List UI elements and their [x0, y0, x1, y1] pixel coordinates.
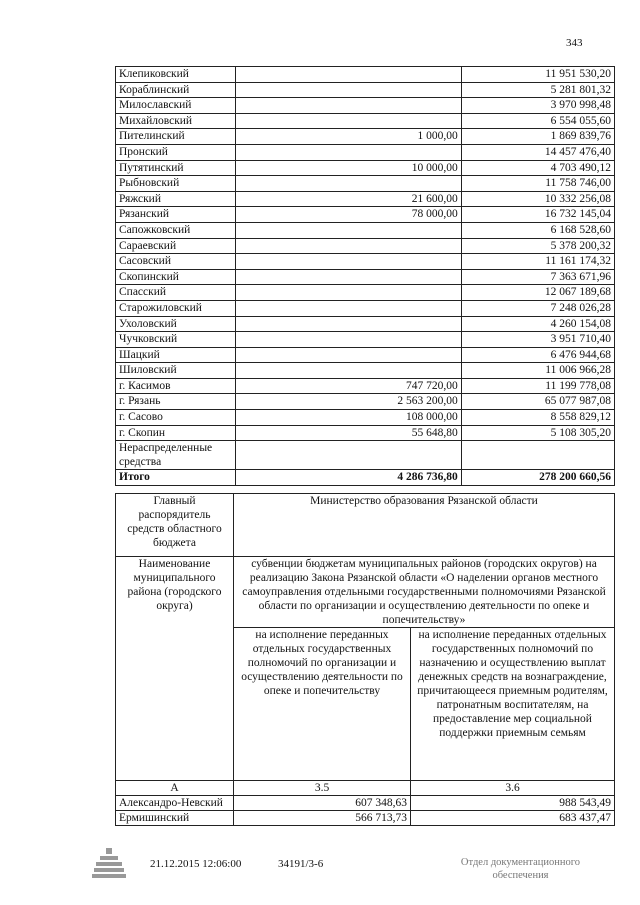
- row-value-a: 566 713,73: [234, 811, 411, 826]
- emblem-icon: [92, 846, 126, 880]
- row-value-b: 7 363 671,96: [461, 269, 614, 285]
- unallocated-value-b: [461, 441, 614, 470]
- row-name: Милославский: [116, 98, 236, 114]
- table-row: [116, 347, 615, 363]
- row-name: Сасовский: [116, 254, 236, 270]
- row-name: Сараевский: [116, 238, 236, 254]
- row-value-a: 21 600,00: [235, 191, 461, 207]
- row-value-a: [235, 238, 461, 254]
- row-value-a: [235, 254, 461, 270]
- row-value-a: [235, 300, 461, 316]
- row-value-b: 11 951 530,20: [461, 67, 614, 83]
- table-row: [116, 300, 615, 316]
- table-row: [116, 82, 615, 98]
- code-a: А: [116, 781, 234, 796]
- row-name: Пронский: [116, 144, 236, 160]
- row-name: Старожиловский: [116, 300, 236, 316]
- department-stamp: Отдел документационного обеспечения: [460, 857, 581, 881]
- row-name: Путятинский: [116, 160, 236, 176]
- table-row: [116, 113, 615, 129]
- name-label: Наименование муниципального района (городского округа): [116, 557, 234, 781]
- table-row: [116, 129, 615, 145]
- row-value-b: 6 168 528,60: [461, 222, 614, 238]
- row-name: Ермишинский: [116, 811, 234, 826]
- row-name: г. Рязань: [116, 394, 236, 410]
- row-name: Чучковский: [116, 332, 236, 348]
- unallocated-label: Нераспределенные средства: [116, 441, 236, 470]
- row-name: Кораблинский: [116, 82, 236, 98]
- row-value-a: 2 563 200,00: [235, 394, 461, 410]
- table-row: [116, 285, 615, 301]
- table-row: [116, 394, 615, 410]
- code-2: 3.6: [411, 781, 615, 796]
- row-value-b: 10 332 256,08: [461, 191, 614, 207]
- row-value-a: [235, 222, 461, 238]
- row-name: Шацкий: [116, 347, 236, 363]
- row-value-b: 11 199 778,08: [461, 378, 614, 394]
- row-value-b: 8 558 829,12: [461, 410, 614, 426]
- table-row: [116, 160, 615, 176]
- code-1: 3.5: [234, 781, 411, 796]
- row-name: Александро-Невский: [116, 796, 234, 811]
- total-value-b: 278 200 660,56: [461, 470, 614, 486]
- col1-header: на исполнение переданных отдельных государственных полномочий по организации и осуществлению деятельности по опеке и попечительству: [234, 628, 411, 781]
- row-value-b: 3 970 998,48: [461, 98, 614, 114]
- table-row: [116, 796, 615, 811]
- row-value-b: 6 554 055,60: [461, 113, 614, 129]
- total-label: Итого: [116, 470, 236, 486]
- table-row: [116, 269, 615, 285]
- subsidy-table: [115, 493, 615, 826]
- table-row: [116, 222, 615, 238]
- subsidy-header: субвенции бюджетам муниципальных районов (городских округов) на реализацию Закона Рязанской области «О наделении органов местного самоуправления отдельными государственными полномочиями Рязанской области по организации и осуществлению деятельности по опеке и попечительству»: [234, 557, 615, 628]
- row-value-b: 11 006 966,28: [461, 363, 614, 379]
- row-value-b: 3 951 710,40: [461, 332, 614, 348]
- row-name: Михайловский: [116, 113, 236, 129]
- table-row: [116, 238, 615, 254]
- row-name: Ухоловский: [116, 316, 236, 332]
- table-row: [116, 144, 615, 160]
- admin-value: Министерство образования Рязанской области: [234, 494, 615, 557]
- table-row: [116, 207, 615, 223]
- row-name: г. Сасово: [116, 410, 236, 426]
- row-value-b: 5 281 801,32: [461, 82, 614, 98]
- table-row: [116, 67, 615, 83]
- row-value-b: 5 378 200,32: [461, 238, 614, 254]
- row-name: Шиловский: [116, 363, 236, 379]
- row-value-a: [235, 269, 461, 285]
- row-value-a: 747 720,00: [235, 378, 461, 394]
- row-value-b: 7 248 026,28: [461, 300, 614, 316]
- allocation-table: [115, 66, 615, 486]
- row-value-b: 11 161 174,32: [461, 254, 614, 270]
- row-name: Клепиковский: [116, 67, 236, 83]
- row-value-a: [235, 82, 461, 98]
- row-value-a: 1 000,00: [235, 129, 461, 145]
- row-value-b: 65 077 987,08: [461, 394, 614, 410]
- table-row: [116, 425, 615, 441]
- footer-datetime: 21.12.2015 12:06:00: [150, 858, 242, 870]
- row-value-a: [235, 332, 461, 348]
- admin-label: Главный распорядитель средств областного бюджета: [116, 494, 234, 557]
- table-row: [116, 191, 615, 207]
- table-row: [116, 316, 615, 332]
- table-row: [116, 557, 615, 628]
- row-value-a: [235, 113, 461, 129]
- col2-header: на исполнение переданных отдельных государственных полномочий по назначению и осуществлению выплат денежных средств на вознаграждение, причитающееся приемным родителям, патронатным воспитателям, на предоставление мер социальной поддержки приемным семьям: [411, 628, 615, 781]
- row-value-b: 12 067 189,68: [461, 285, 614, 301]
- row-value-a: 108 000,00: [235, 410, 461, 426]
- row-value-a: [235, 347, 461, 363]
- table-row: [116, 781, 615, 796]
- row-name: г. Касимов: [116, 378, 236, 394]
- table-row: [116, 98, 615, 114]
- row-value-a: 78 000,00: [235, 207, 461, 223]
- row-name: Скопинский: [116, 269, 236, 285]
- row-name: Рязанский: [116, 207, 236, 223]
- row-value-b: 11 758 746,00: [461, 176, 614, 192]
- row-name: Сапожковский: [116, 222, 236, 238]
- table-row: [116, 378, 615, 394]
- row-value-b: 4 260 154,08: [461, 316, 614, 332]
- row-value-b: 4 703 490,12: [461, 160, 614, 176]
- row-value-a: [235, 176, 461, 192]
- row-value-a: 607 348,63: [234, 796, 411, 811]
- row-value-a: [235, 316, 461, 332]
- unallocated-value-a: [235, 441, 461, 470]
- table-row: [116, 363, 615, 379]
- table-row: [116, 494, 615, 557]
- total-row: [116, 470, 615, 486]
- row-name: Спасский: [116, 285, 236, 301]
- row-value-a: [235, 363, 461, 379]
- row-value-b: 5 108 305,20: [461, 425, 614, 441]
- footer-doc-id: 34191/3-6: [278, 858, 324, 870]
- table-row: [116, 410, 615, 426]
- row-value-b: 14 457 476,40: [461, 144, 614, 160]
- row-name: Ряжский: [116, 191, 236, 207]
- row-value-a: [235, 285, 461, 301]
- table-row: [116, 811, 615, 826]
- row-name: Рыбновский: [116, 176, 236, 192]
- row-value-a: [235, 67, 461, 83]
- table-row: [116, 332, 615, 348]
- row-name: г. Скопин: [116, 425, 236, 441]
- row-value-a: 55 648,80: [235, 425, 461, 441]
- row-value-a: [235, 98, 461, 114]
- table-row: [116, 441, 615, 470]
- row-name: Пителинский: [116, 129, 236, 145]
- row-value-b: 988 543,49: [411, 796, 615, 811]
- table-row: [116, 254, 615, 270]
- row-value-b: 683 437,47: [411, 811, 615, 826]
- row-value-b: 6 476 944,68: [461, 347, 614, 363]
- total-value-a: 4 286 736,80: [235, 470, 461, 486]
- row-value-b: 16 732 145,04: [461, 207, 614, 223]
- row-value-b: 1 869 839,76: [461, 129, 614, 145]
- table-row: [116, 176, 615, 192]
- row-value-a: 10 000,00: [235, 160, 461, 176]
- page-number: 343: [566, 37, 583, 49]
- row-value-a: [235, 144, 461, 160]
